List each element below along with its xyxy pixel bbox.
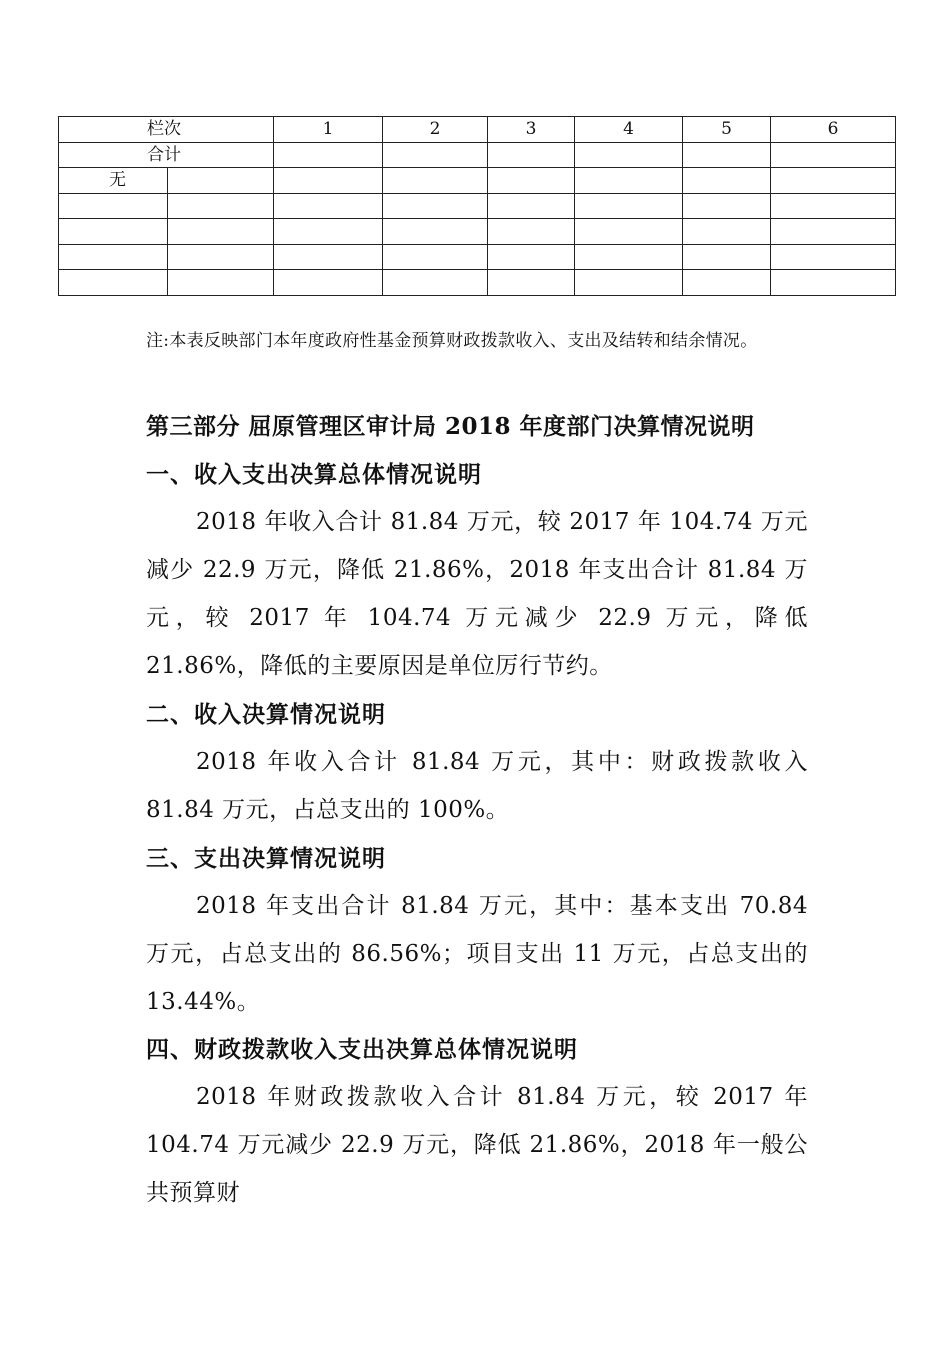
section-paragraph: 2018 年支出合计 81.84 万元，其中：基本支出 70.84 万元，占总支出的 86.56%；项目支出 11 万元，占总支出的 13.44%。 <box>146 893 808 1015</box>
table-row <box>59 244 896 270</box>
column-number: 3 <box>488 117 575 143</box>
table-total-row <box>59 142 896 168</box>
document-title: 第三部分 屈原管理区审计局 2018 年度部门决算情况说明 <box>146 413 755 440</box>
section-heading: 二、收入决算情况说明 <box>146 702 386 728</box>
table-row <box>59 193 896 219</box>
section-heading: 四、财政拨款收入支出决算总体情况说明 <box>146 1037 578 1063</box>
column-number: 1 <box>274 117 383 143</box>
column-number: 5 <box>683 117 771 143</box>
column-index-label: 栏次 <box>59 117 274 143</box>
fund-budget-table <box>58 116 896 296</box>
section-paragraph: 2018 年财政拨款收入合计 81.84 万元，较 2017 年 104.74 万元减少 22.9 万元，降低 21.86%，2018 年一般公共预算财 <box>146 1084 808 1206</box>
section-heading: 三、支出决算情况说明 <box>146 846 386 872</box>
table-row <box>59 168 896 194</box>
table-row <box>59 270 896 296</box>
total-label: 合计 <box>59 142 274 168</box>
table-note: 注:本表反映部门本年度政府性基金预算财政拨款收入、支出及结转和结余情况。 <box>146 331 758 351</box>
none-label: 无 <box>59 168 168 194</box>
section-heading: 一、收入支出决算总体情况说明 <box>146 462 482 488</box>
section-paragraph: 2018 年收入合计 81.84 万元，其中：财政拨款收入 81.84 万元，占总支出的 100%。 <box>146 749 808 823</box>
table-row <box>59 219 896 245</box>
column-number: 6 <box>771 117 896 143</box>
column-number: 2 <box>383 117 488 143</box>
column-number: 4 <box>575 117 683 143</box>
table-header-row <box>59 117 896 143</box>
section-paragraph: 2018 年收入合计 81.84 万元，较 2017 年 104.74 万元减少 22.9 万元，降低 21.86%，2018 年支出合计 81.84 万元，较 2017 年 104.74 万元减少 22.9 万元，降低 21.86%，降低的主要原因是单位厉行节约。 <box>146 509 808 679</box>
